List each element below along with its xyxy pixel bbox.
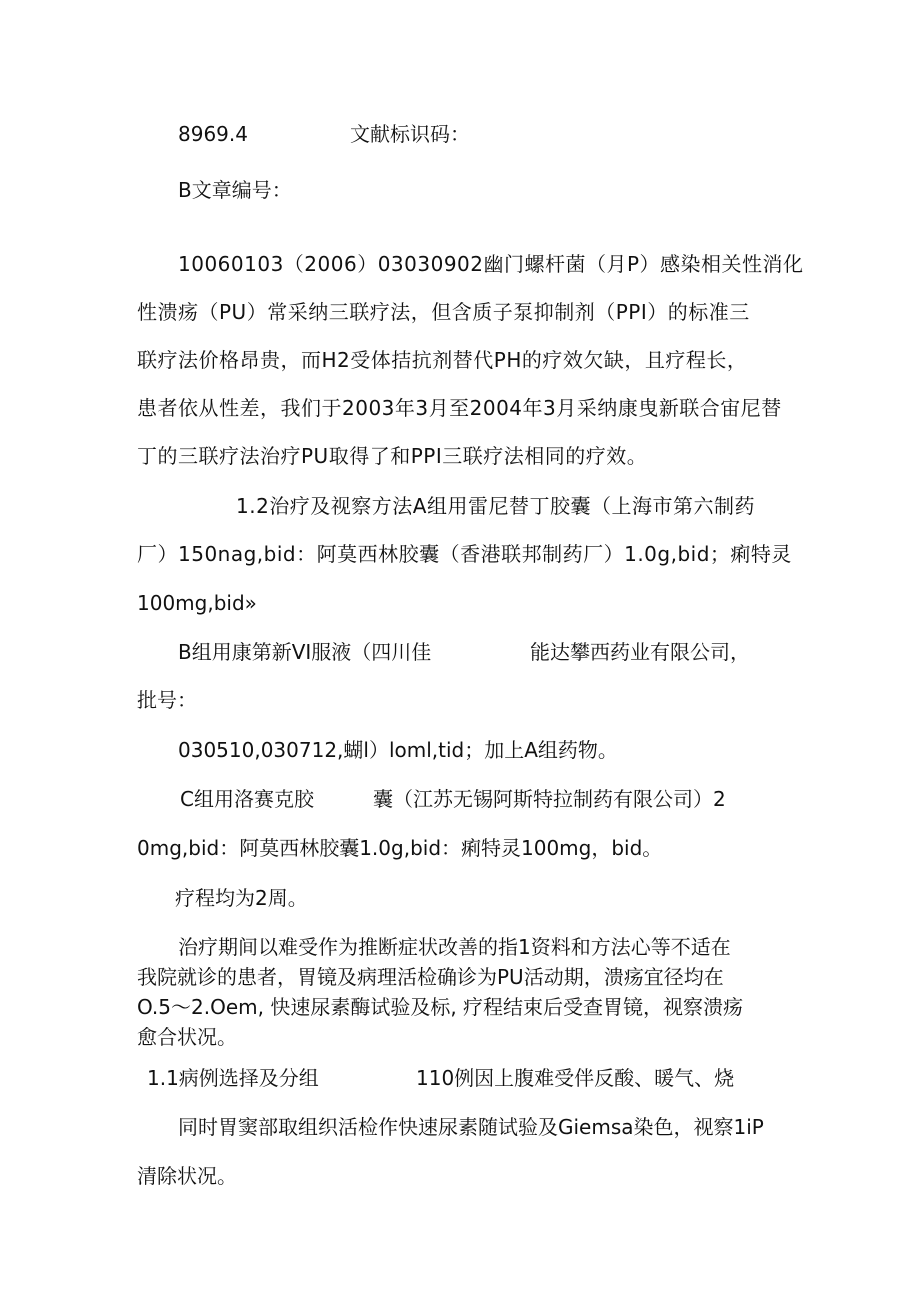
para1-line-3: 联疗法价格昂贵，而H2受体拮抗剂替代PH的疗效欠缺，且疗程长， [137, 348, 748, 372]
para1-line-5: 丁的三联疗法治疗PU取得了和PPI三联疗法相同的疗效。 [137, 444, 648, 468]
para2-line-2: 厂）150nag,bid：阿莫西林胶囊（香港联邦制药厂）1.0g,bid；痢特灵 [137, 542, 792, 566]
section-1-1-text: 110例因上腹难受伴反酸、暖气、烧 [416, 1066, 735, 1090]
classification-number: 8969.4 [178, 122, 248, 146]
para1-line-2: 性溃疡（PU）常采纳三联疗法，但含质子泵抑制剂（PPI）的标准三 [137, 300, 750, 324]
para3-line-4: 愈合状况。 [137, 1025, 237, 1049]
para2-line-1: 1.2治疗及视察方法A组用雷尼替丁胶囊（上海市第六制药 [236, 494, 755, 518]
clearance-line: 清除状况。 [137, 1164, 237, 1188]
course-line: 疗程均为2周。 [175, 886, 308, 910]
batch-label: 批号： [137, 688, 197, 712]
group-b-part-2: 能达攀西药业有限公司， [530, 640, 750, 664]
document-code-label: 文献标识码： [350, 122, 470, 146]
group-c-part-2: 囊（江苏无锡阿斯特拉制药有限公司）2 [373, 787, 726, 811]
para2-line-3: 100mg,bid» [137, 591, 257, 615]
group-b-part-1: B组用康第新VI服液（四川佳 [178, 640, 432, 664]
giemsa-line: 同时胃窦部取组织活检作快速尿素随试验及Giemsa染色，视察1iP [178, 1115, 764, 1139]
para3-line-1: 治疗期间以难受作为推断症状改善的指1资料和方法心等不适在 [178, 935, 731, 959]
batch-numbers-line: 030510,030712,蝴l）loml,tid；加上A组药物。 [178, 738, 618, 762]
group-c-dosage-line: 0mg,bid：阿莫西林胶囊1.0g,bid：痢特灵100mg，bid。 [137, 836, 663, 860]
section-1-1-heading: 1.1病例选择及分组 [147, 1066, 319, 1090]
para1-line-4: 患者依从性差，我们于2003年3月至2004年3月采纳康曳新联合宙尼替 [137, 396, 782, 420]
group-c-part-1: C组用洛赛克胶 [180, 787, 314, 811]
para3-line-3: O.5～2.Oem, 快速尿素酶试验及标, 疗程结束后受查胃镜，视察溃疡 [137, 995, 744, 1019]
article-number-label: B文章编号： [178, 178, 292, 202]
para1-line-1: 10060103（2006）03030902幽门螺杆菌（月P）感染相关性消化 [178, 252, 804, 276]
para3-line-2: 我院就诊的患者，胃镜及病理活检确诊为PU活动期，溃疡宜径均在 [137, 965, 724, 989]
